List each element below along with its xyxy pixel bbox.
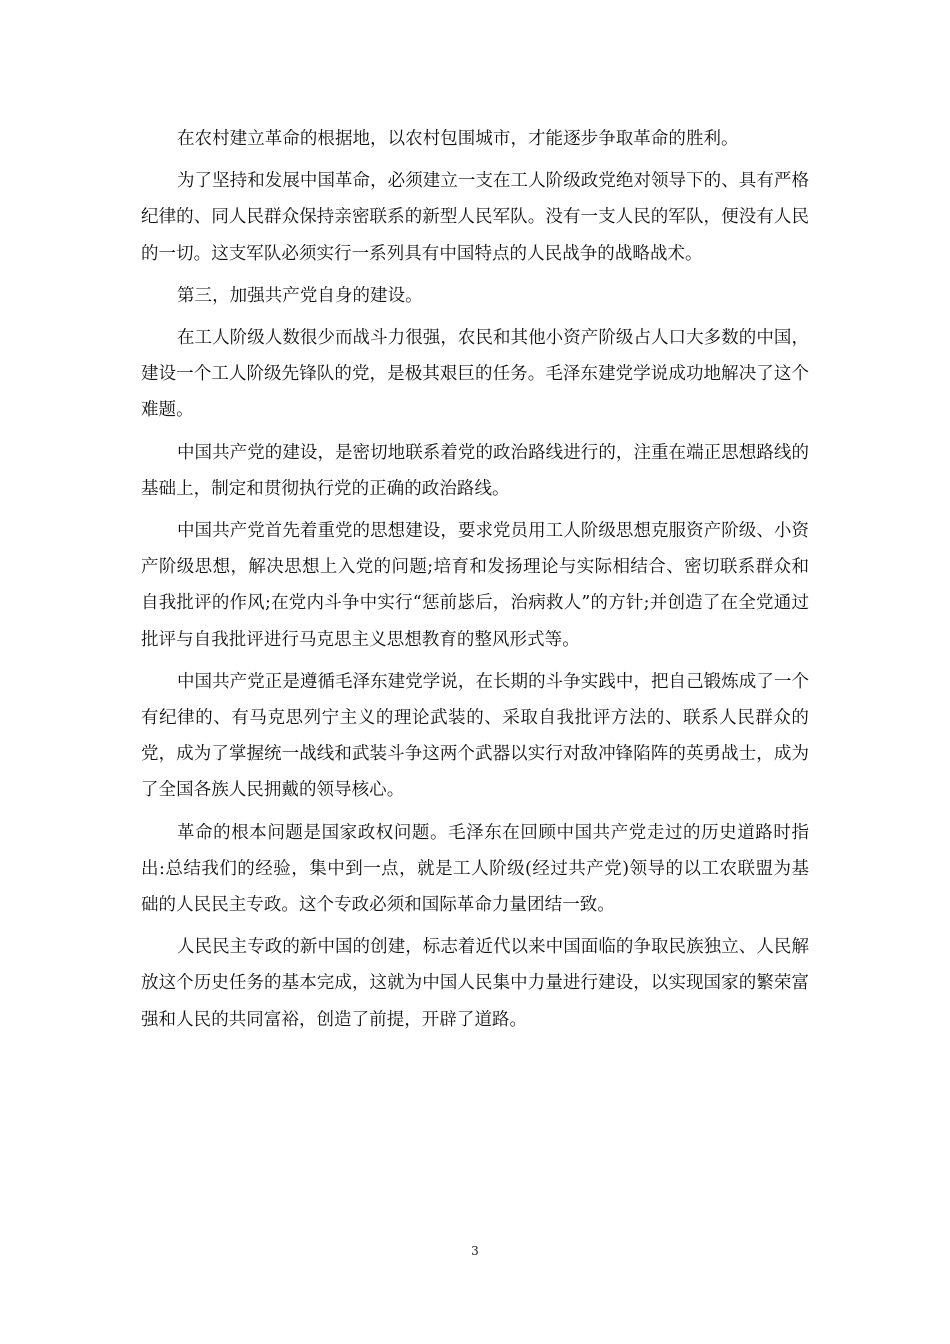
paragraph: 在工人阶级人数很少而战斗力很强，农民和其他小资产阶级占人口大多数的中国，建设一个工人阶级先锋队的党，是极其艰巨的任务。毛泽东建党学说成功地解决了这个难题。 [141,328,809,421]
paragraph: 革命的根本问题是国家政权问题。毛泽东在回顾中国共产党走过的历史道路时指出:总结我们的经验，集中到一点，就是工人阶级(经过共产党)领导的以工农联盟为基础的人民民主专政。这个专政必须和国际革命力量团结一致。 [141,822,809,916]
paragraph: 中国共产党首先着重党的思想建设，要求党员用工人阶级思想克服资产阶级、小资产阶级思想，解决思想上入党的问题;培育和发扬理论与实际相结合、密切联系群众和自我批评的作风;在党内斗争中实行“惩前毖后，治病救人”的方针;并创造了在全党通过批评与自我批评进行马克思主义思想教育的整风形式等。 [141,521,809,650]
paragraph: 人民民主专政的新中国的创建，标志着近代以来中国面临的争取民族独立、人民解放这个历史任务的基本完成，这就为中国人民集中力量进行建设，以实现国家的繁荣富强和人民的共同富裕，创造了前提，开辟了道路。 [141,937,809,1030]
page-number: 3 [471,1244,479,1258]
paragraph: 中国共产党的建设，是密切地联系着党的政治路线进行的，注重在端正思想路线的基础上，制定和贯彻执行党的正确的政治路线。 [141,442,809,499]
paragraph: 在农村建立革命的根据地，以农村包围城市，才能逐步争取革命的胜利。 [177,129,739,149]
document-body [141,121,809,1044]
paragraph: 为了坚持和发展中国革命，必须建立一支在工人阶级政党绝对领导下的、具有严格纪律的、同人民群众保持亲密联系的新型人民军队。没有一支人民的军队，便没有人民的一切。这支军队必须实行一系列具有中国特点的人民战争的战略战术。 [141,171,809,264]
paragraph: 中国共产党正是遵循毛泽东建党学说，在长期的斗争实践中，把自己锻炼成了一个有纪律的、有马克思列宁主义的理论武装的、采取自我批评方法的、联系人民群众的党，成为了掌握统一战线和武装斗争这两个武器以实行对敌冲锋陷阵的英勇战士，成为了全国各族人民拥戴的领导核心。 [141,671,809,801]
paragraph: 第三，加强共产党自身的建设。 [177,285,423,306]
